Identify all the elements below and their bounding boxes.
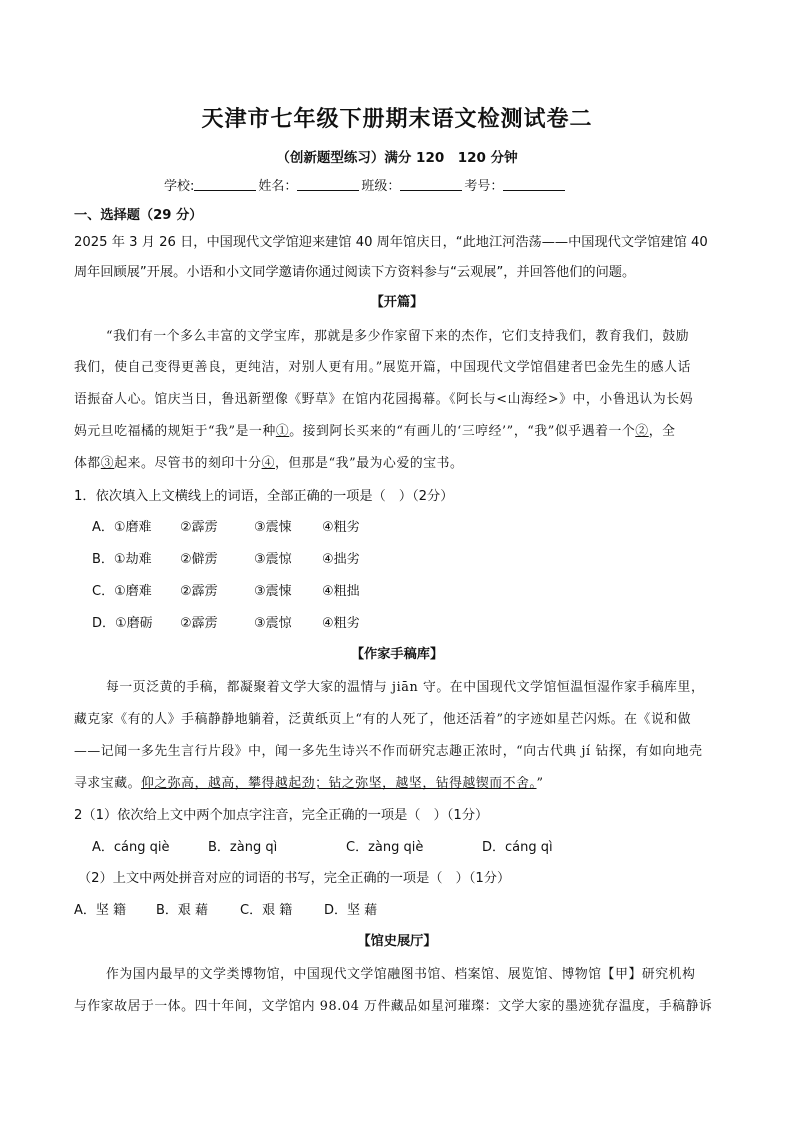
option-text: ④拙劣 xyxy=(322,552,360,567)
blank-4: ④ xyxy=(261,456,275,471)
class-label: 班级： xyxy=(361,179,401,194)
question-1: 1．依次填入上文横线上的词语，全部正确的一项是（ ）（2分） xyxy=(74,489,454,504)
kaipian-line-4 xyxy=(74,420,676,439)
q2-1-option-a[interactable]: A．cáng qiè xyxy=(92,840,170,855)
heading-shougao: 【作家手稿库】 xyxy=(350,647,444,662)
kaipian-text: ，但那是“我”最为心爱的宝书。 xyxy=(274,456,464,471)
q2-1-option-d[interactable]: D．cáng qì xyxy=(482,840,553,855)
kaipian-line-3: 语振奋人心。馆庆当日，鲁迅新塑像《野草》在馆内花园揭幕。《阿长与<山海经>》中，小鲁迅认为长妈 xyxy=(74,392,694,407)
kaipian-text: 妈元旦吃福橘的规矩于“我”是一种 xyxy=(74,424,276,439)
intro-line-2: 周年回顾展”开展。小语和小文同学邀请你通过阅读下方资料参与“云观展”，并回答他们的问题。 xyxy=(74,265,636,280)
kaipian-line-2: 我们，使自己变得更善良，更纯洁，对别人更有用。”展览开篇，中国现代文学馆倡建者巴金先生的感人话 xyxy=(74,360,691,375)
exam-subtitle: （创新题型练习）满分 120 120 分钟 xyxy=(276,150,518,166)
underlined-quote: 仰之弥高，越高，攀得越起劲；钻之弥坚，越坚，钻得越锲而不舍。 xyxy=(140,776,537,791)
kaipian-text: 。接到阿长买来的“有画儿的‘三哼经’”，“我”似乎遇着一个 xyxy=(289,424,636,439)
kaipian-text: 体都 xyxy=(74,456,101,471)
option-text: ②霹雳 xyxy=(180,616,218,631)
school-label: 学校: xyxy=(164,179,195,194)
blank-3: ③ xyxy=(100,456,115,471)
blank-1: ① xyxy=(275,424,290,439)
heading-kaipian: 【开篇】 xyxy=(370,295,424,310)
option-text: C．①磨难 xyxy=(92,584,152,599)
question-2-1: 2（1）依次给上文中两个加点字注音，完全正确的一项是（ ）（1分） xyxy=(74,808,489,823)
q1-option-a[interactable] xyxy=(92,516,360,535)
q2-2-option-a[interactable]: A．坚 籍 xyxy=(74,903,127,918)
guanshi-line-2: 与作家故居于一体。四十年间，文学馆内 98.04 万件藏品如星河璀璨：文学大家的墨迹犹存温度，手稿静诉 xyxy=(74,999,713,1014)
intro-line-1: 2025 年 3 月 26 日，中国现代文学馆迎来建馆 40 周年馆庆日，“此地江河浩荡——中国现代文学馆建馆 40 xyxy=(74,235,708,250)
kaipian-line-5 xyxy=(74,452,463,471)
q1-option-c[interactable] xyxy=(92,580,360,599)
name-label: 姓名： xyxy=(258,179,298,194)
option-text: ③震悚 xyxy=(254,520,292,535)
q1-option-d[interactable] xyxy=(92,612,360,631)
question-2-2: （2）上文中两处拼音对应的词语的书写，完全正确的一项是（ ）（1分） xyxy=(78,871,511,886)
exam-no-blank[interactable] xyxy=(503,178,565,191)
q2-2-option-c[interactable]: C．艰 籍 xyxy=(240,903,293,918)
option-text: D．①磨砺 xyxy=(92,616,153,631)
option-text: ③震惊 xyxy=(254,616,292,631)
heading-guanshi: 【馆史展厅】 xyxy=(357,934,437,949)
exam-title: 天津市七年级下册期末语文检测试卷二 xyxy=(201,107,593,132)
blank-2: ② xyxy=(635,424,649,439)
option-text: B．①劫难 xyxy=(92,552,152,567)
shougao-line-3: ——记闻一多先生言行片段》中，闻一多先生诗兴不作而研究志趣正浓时，“向古代典 jí 钻探，有如向地壳 xyxy=(74,744,703,759)
kaipian-text: ，全 xyxy=(648,424,676,439)
option-text: ②僻雳 xyxy=(180,552,218,567)
q2-2-option-b[interactable]: B．艰 藉 xyxy=(156,903,209,918)
shougao-line-1: 每一页泛黄的手稿，都凝聚着文学大家的温情与 jiān 守。在中国现代文学馆恒温恒湿作家手稿库里， xyxy=(106,680,705,695)
section-heading: 一、选择题（29 分） xyxy=(74,208,203,223)
student-info-line xyxy=(164,175,567,194)
class-blank[interactable] xyxy=(400,178,462,191)
shougao-line-2: 藏克家《有的人》手稿静静地躺着，泛黄纸页上“有的人死了，他还活着”的字迹如星芒闪烁。在《说和做 xyxy=(74,712,692,727)
q2-1-options xyxy=(92,836,553,855)
kaipian-text: 起来。尽管书的刻印十分 xyxy=(114,456,262,471)
shougao-line-4 xyxy=(74,772,544,791)
shougao-text: ” xyxy=(536,776,544,791)
option-text: ③震惊 xyxy=(254,552,292,567)
option-text: ②霹雳 xyxy=(180,520,218,535)
option-text: A．①磨难 xyxy=(92,520,152,535)
option-text: ③震悚 xyxy=(254,584,292,599)
school-blank[interactable] xyxy=(194,178,256,191)
name-blank[interactable] xyxy=(297,178,359,191)
guanshi-line-1: 作为国内最早的文学类博物馆，中国现代文学馆融图书馆、档案馆、展览馆、博物馆【甲】研究机构 xyxy=(106,967,696,982)
option-text: ④粗劣 xyxy=(322,520,360,535)
option-text: ④粗劣 xyxy=(322,616,360,631)
option-text: ②霹雳 xyxy=(180,584,218,599)
kaipian-line-1: “我们有一个多么丰富的文学宝库，那就是多少作家留下来的杰作，它们支持我们，教育我们，鼓励 xyxy=(106,329,690,344)
q2-1-option-c[interactable]: C．zàng qiè xyxy=(346,840,424,855)
q2-2-options xyxy=(74,899,377,918)
q2-2-option-d[interactable]: D．坚 藉 xyxy=(324,903,378,918)
option-text: ④粗拙 xyxy=(322,584,360,599)
q2-1-option-b[interactable]: B．zàng qì xyxy=(208,840,278,855)
q1-option-b[interactable] xyxy=(92,548,360,567)
exam-no-label: 考号： xyxy=(464,179,504,194)
shougao-text: 寻求宝藏。 xyxy=(74,776,141,791)
